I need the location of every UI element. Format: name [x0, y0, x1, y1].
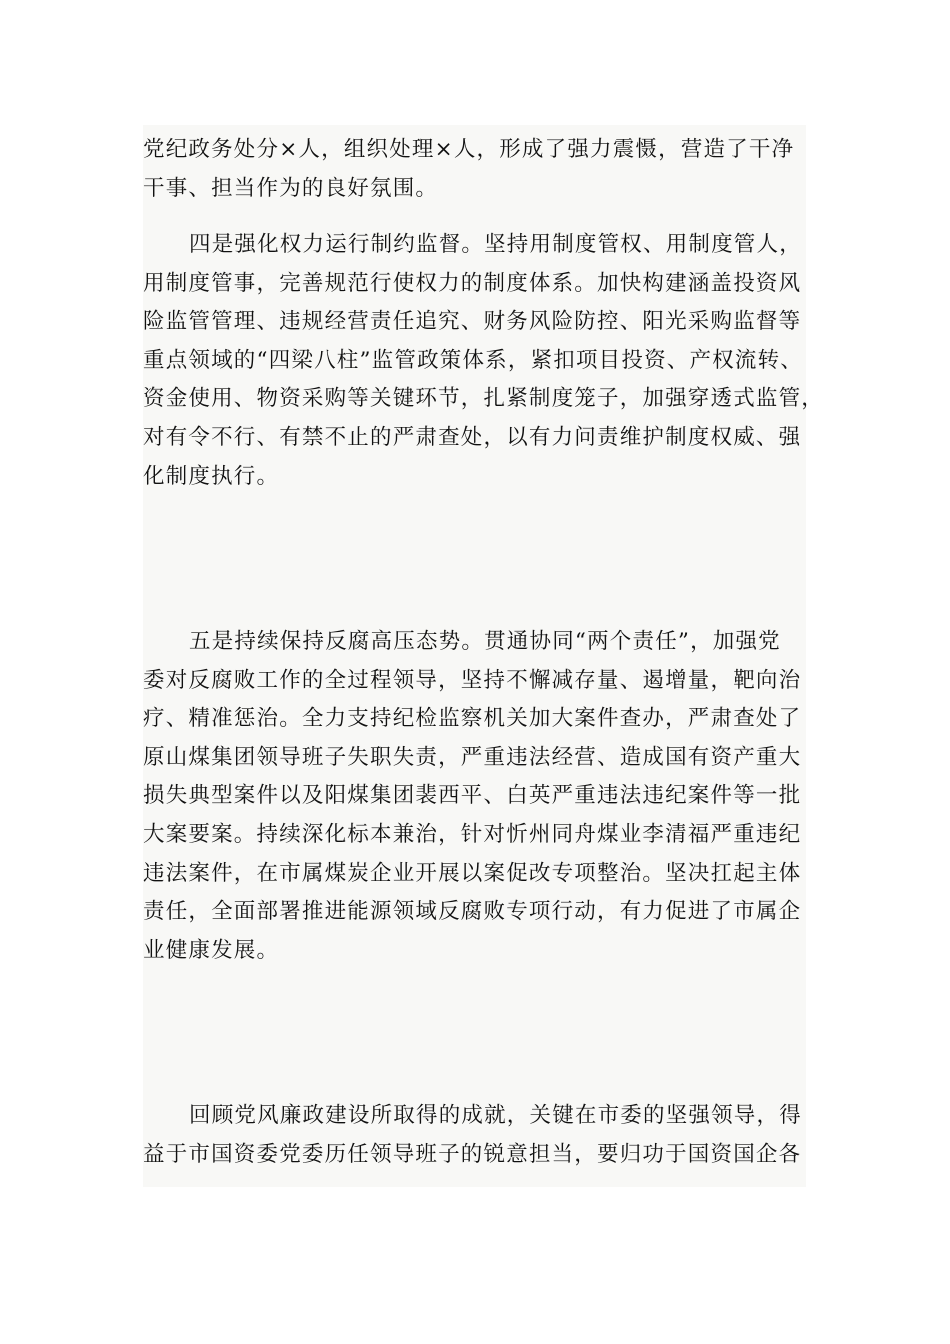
text-line: 化制度执行。 [143, 463, 280, 489]
text-line: 五是持续保持反腐高压态势。贯通协同“两个责任”，加强党 [189, 629, 781, 654]
text-line: 违法案件，在市属煤炭企业开展以案促改专项整治。坚决扛起主体 [143, 860, 802, 886]
text-line: 党纪政务处分×人，组织处理×人，形成了强力震慑，营造了干净 [143, 137, 795, 162]
text-line: 原山煤集团领导班子失职失责，严重违法经营、造成国有资产重大 [143, 744, 802, 770]
paragraph-continuation [143, 131, 806, 208]
paragraph-section-four [143, 226, 825, 496]
text-line: 大案要案。持续深化标本兼治，针对忻州同舟煤业李清福严重违纪 [143, 821, 802, 847]
text-line: 业健康发展。 [143, 937, 280, 963]
document-text-block [143, 125, 825, 1187]
text-line: 委对反腐败工作的全过程领导，坚持不懈减存量、遏增量，靶向治 [143, 667, 802, 693]
text-line: 疗、精准惩治。全力支持纪检监察机关加大案件查办，严肃查处了 [143, 706, 802, 732]
paragraph-section-five [143, 623, 806, 970]
text-line: 责任，全面部署推进能源领域反腐败专项行动，有力促进了市属企 [143, 899, 802, 925]
paragraph-review [143, 1097, 806, 1174]
text-line: 重点领域的“四梁八柱”监管政策体系，紧扣项目投资、产权流转、 [143, 347, 803, 373]
text-line: 益于市国资委党委历任领导班子的锐意担当，要归功于国资国企各 [143, 1141, 802, 1167]
text-line: 资金使用、物资采购等关键环节，扎紧制度笼子，加强穿透式监管， [143, 386, 825, 412]
text-line: 四是强化权力运行制约监督。坚持用制度管权、用制度管人， [189, 232, 802, 257]
text-line: 损失典型案件以及阳煤集团裴西平、白英严重违法违纪案件等一批 [143, 783, 802, 809]
text-line: 用制度管事，完善规范行使权力的制度体系。加快构建涵盖投资风 [143, 270, 802, 296]
text-line: 回顾党风廉政建设所取得的成就，关键在市委的坚强领导，得 [189, 1103, 802, 1128]
text-line: 险监管管理、违规经营责任追究、财务风险防控、阳光采购监督等 [143, 309, 802, 335]
text-line: 对有令不行、有禁不止的严肃查处，以有力问责维护制度权威、强 [143, 424, 802, 450]
text-line: 干事、担当作为的良好氛围。 [143, 175, 439, 201]
